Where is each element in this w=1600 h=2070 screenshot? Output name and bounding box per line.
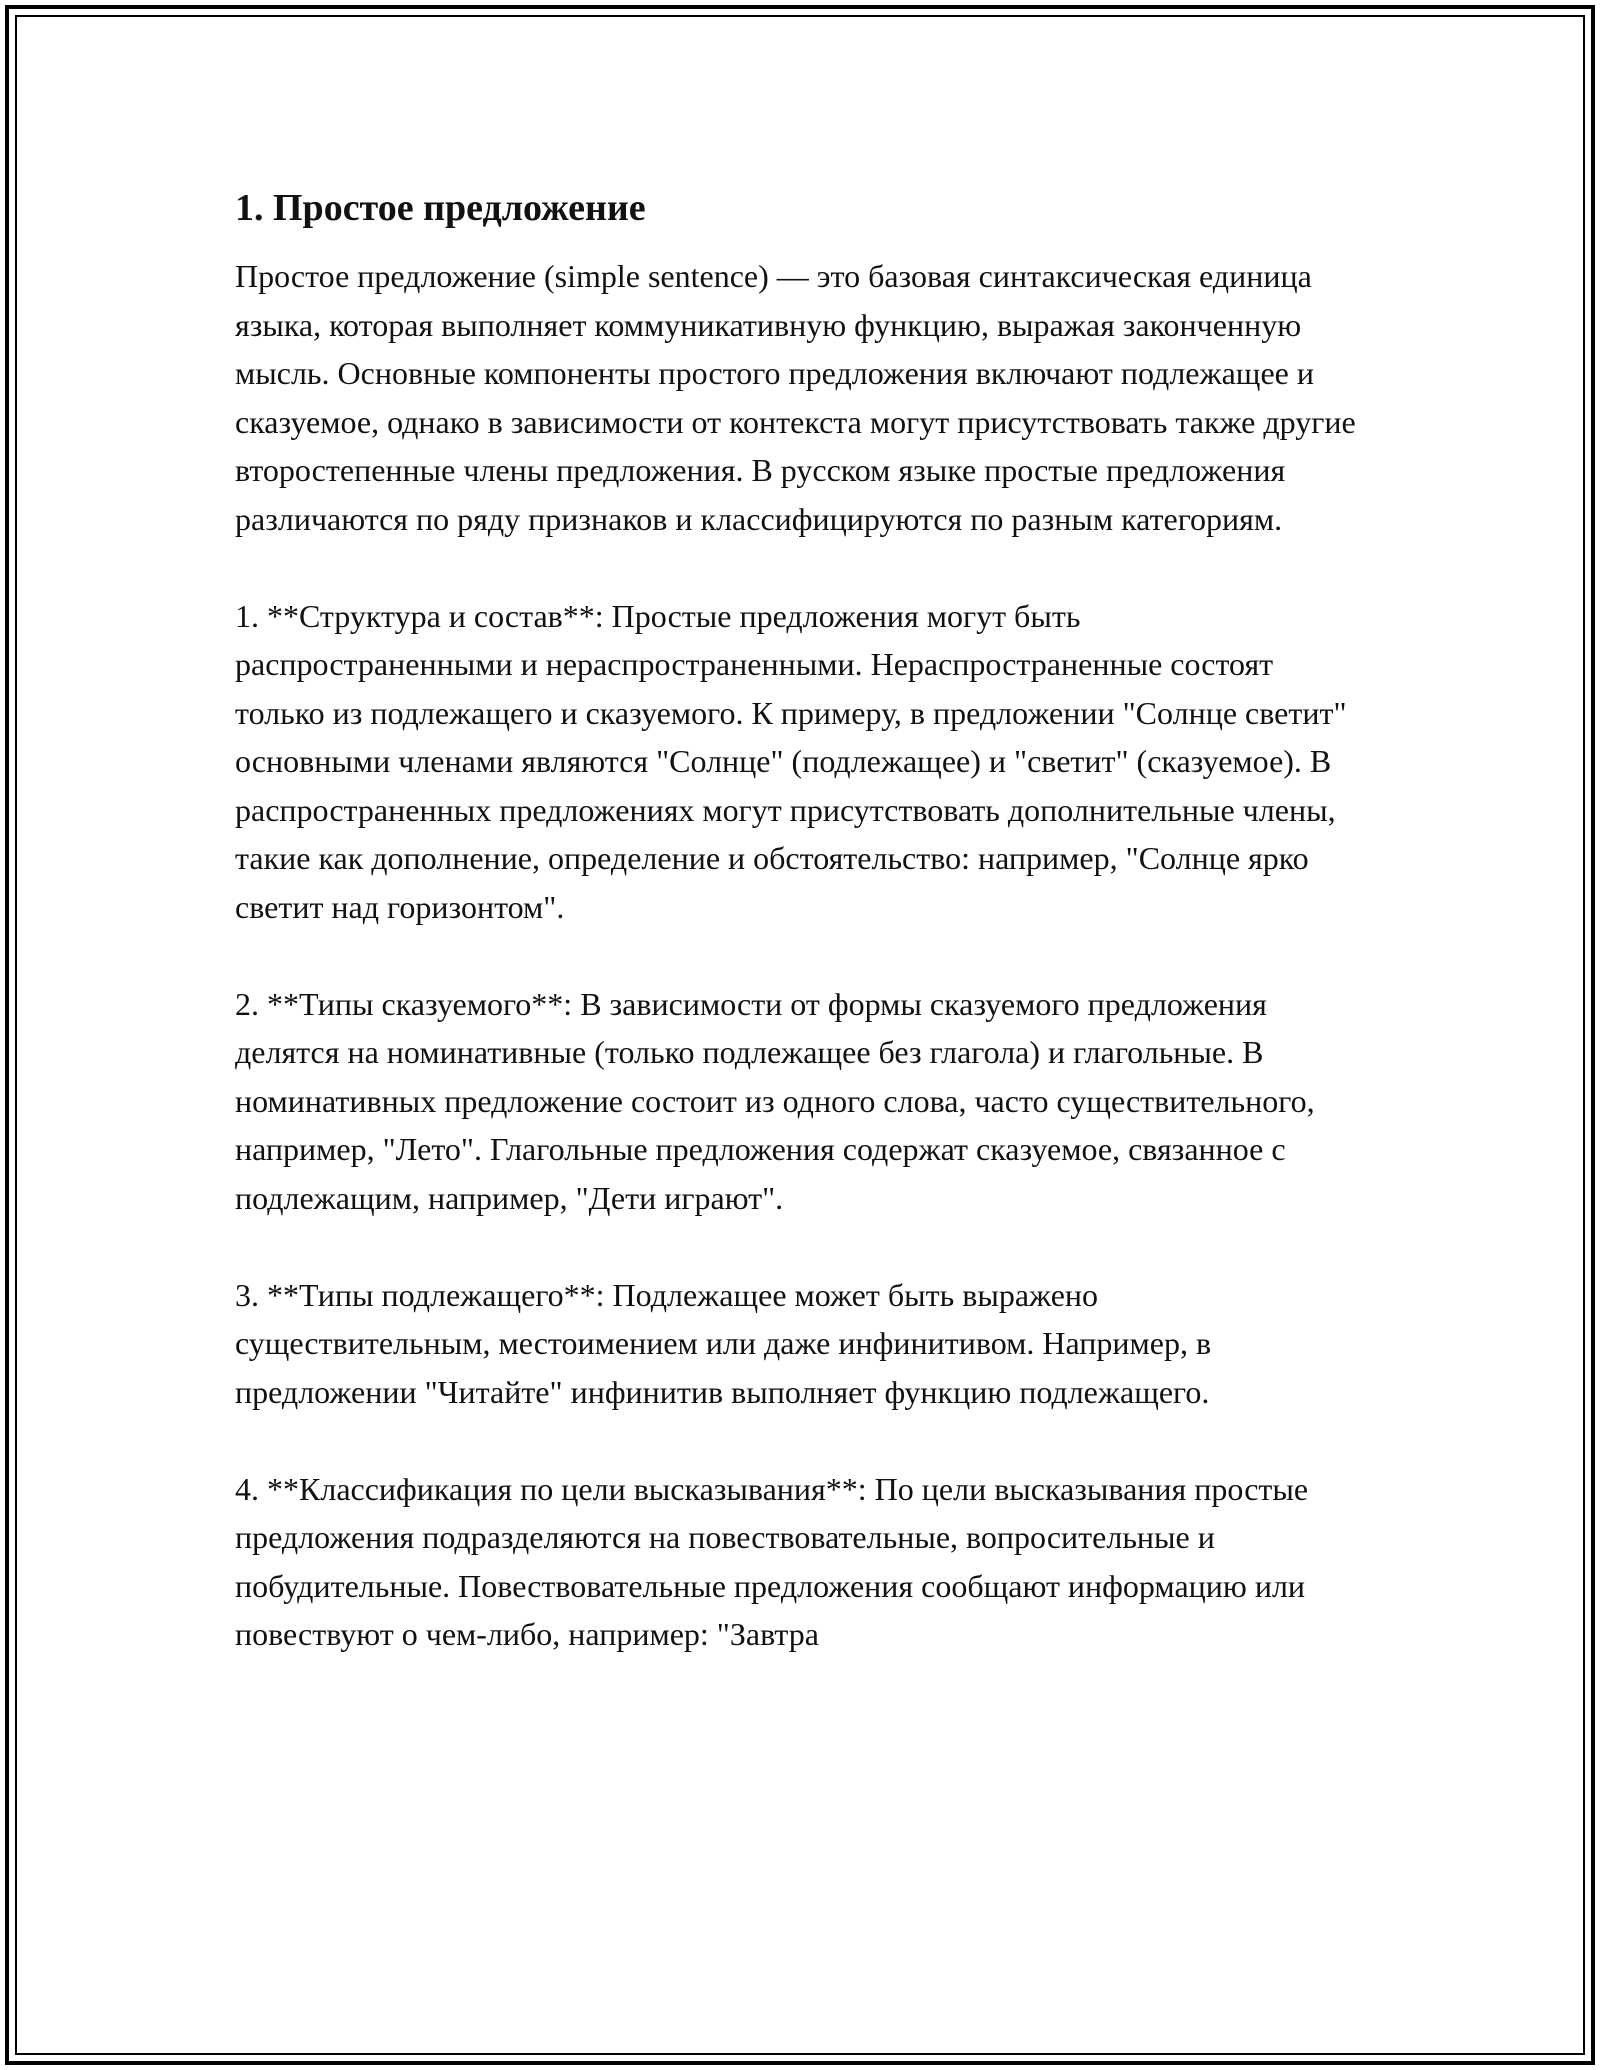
paragraph-predicate-types: 2. **Типы сказуемого**: В зависимости от формы сказуемого предложения делятся на номинативные (только подлежащее без глагола) и глагольные. В номинативных предложение состоит из одного слова, часто существительного, например, "Лето". Глагольные предложения содержат сказуемое, связанное с подлежащим, например, "Дети играют".: [235, 985, 1315, 1216]
paragraph-purpose-classification: 4. **Классификация по цели высказывания**: По цели высказывания простые предложения подразделяются на повествовательные, вопросительные и побудительные. Повествовательные предложения сообщают информацию или повествуют о чем-либо, например: "Завтра: [235, 1470, 1309, 1652]
document-body: [235, 184, 1360, 1707]
intro-paragraph: Простое предложение (simple sentence) — это базовая синтаксическая единица языка, которая выполняет коммуникативную функцию, выражая законченную мысль. Основные компоненты простого предложения включают подлежащее и сказуемое, однако в зависимости от контекста могут присутствовать также другие второстепенные члены предложения. В русском языке простые предложения различаются по ряду признаков и классифицируются по разным категориям.: [235, 258, 1356, 537]
section-heading: 1. Простое предложение: [235, 187, 646, 229]
paragraph-subject-types: 3. **Типы подлежащего**: Подлежащее может быть выражено существительным, местоимением или даже инфинитивом. Например, в предложении "Читайте" инфинитив выполняет функцию подлежащего.: [235, 1276, 1212, 1410]
paragraph-structure: 1. **Структура и состав**: Простые предложения могут быть распространенными и нераспространенными. Нераспространенные состоят только из подлежащего и сказуемого. К примеру, в предложении "Солнце светит" основными членами являются "Солнце" (подлежащее) и "светит" (сказуемое). В распространенных предложениях могут присутствовать дополнительные члены, такие как дополнение, определение и обстоятельство: например, "Солнце ярко светит над горизонтом".: [235, 597, 1347, 925]
